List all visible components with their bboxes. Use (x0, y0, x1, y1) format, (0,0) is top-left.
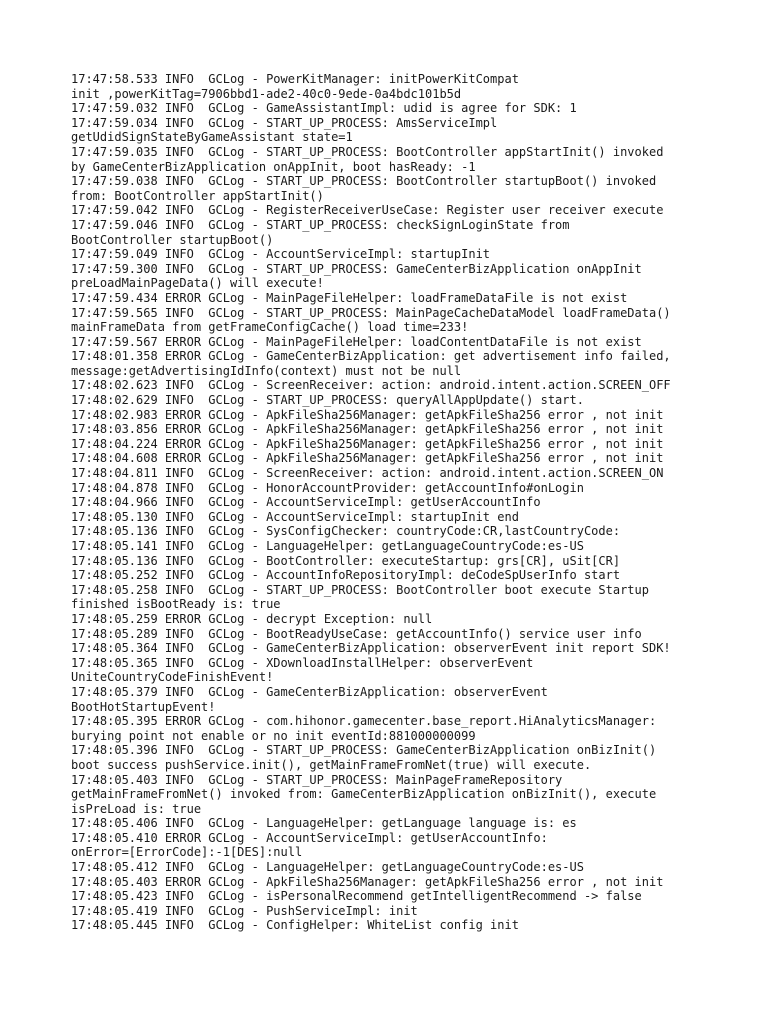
log-line: 17:48:05.258 INFO GCLog - START_UP_PROCESS: BootController boot execute Startup (71, 582, 649, 597)
log-line: 17:48:05.406 INFO GCLog - LanguageHelper: getLanguage language is: es (71, 816, 577, 831)
log-line: boot success pushService.init(), getMainFrameFromNet(true) will execute. (71, 757, 592, 772)
log-line: 17:48:02.623 INFO GCLog - ScreenReceiver: action: android.intent.action.SCREEN_OFF (71, 378, 671, 393)
log-line: 17:47:59.567 ERROR GCLog - MainPageFileHelper: loadContentDataFile is not exist (71, 334, 642, 349)
log-line: onError=[ErrorCode]:-1[DES]:null (71, 845, 303, 860)
log-line: mainFrameData from getFrameConfigCache() load time=233! (71, 320, 469, 335)
log-line: 17:48:05.445 INFO GCLog - ConfigHelper: WhiteList config init (71, 918, 519, 933)
log-line: 17:48:05.141 INFO GCLog - LanguageHelper: getLanguageCountryCode:es-US (71, 539, 584, 553)
log-line: 17:48:05.403 INFO GCLog - START_UP_PROCESS: MainPageFrameRepository (71, 772, 563, 787)
log-line: 17:48:03.856 ERROR GCLog - ApkFileSha256Manager: getApkFileSha256 error , not init (71, 422, 664, 437)
log-text-block (71, 72, 731, 933)
log-line: 17:48:05.410 ERROR GCLog - AccountServiceImpl: getUserAccountInfo: (71, 830, 548, 845)
log-line: 17:47:59.049 INFO GCLog - AccountServiceImpl: startupInit (71, 247, 491, 262)
log-line: 17:48:05.136 INFO GCLog - SysConfigChecker: countryCode:CR,lastCountryCode: (71, 524, 621, 539)
log-line: 17:48:05.289 INFO GCLog - BootReadyUseCase: getAccountInfo() service user info (71, 626, 642, 641)
log-line: 17:48:05.130 INFO GCLog - AccountServiceImpl: startupInit end (71, 509, 519, 524)
log-line: burying point not enable or no init eventId:881000000099 (71, 728, 476, 743)
log-line: 17:48:05.365 INFO GCLog - XDownloadInstallHelper: observerEvent (71, 655, 534, 670)
log-line: 17:47:59.565 INFO GCLog - START_UP_PROCESS: MainPageCacheDataModel loadFrameData() (71, 305, 671, 320)
log-line: 17:48:02.983 ERROR GCLog - ApkFileSha256Manager: getApkFileSha256 error , not init (71, 407, 664, 422)
log-line: BootController startupBoot() (71, 232, 274, 247)
log-line: 17:48:04.811 INFO GCLog - ScreenReceiver: action: android.intent.action.SCREEN_ON (71, 466, 664, 481)
log-line: 17:48:04.608 ERROR GCLog - ApkFileSha256Manager: getApkFileSha256 error , not init (71, 451, 664, 466)
log-line: 17:47:59.035 INFO GCLog - START_UP_PROCESS: BootController appStartInit() invoked (71, 144, 664, 159)
log-line: 17:48:05.136 INFO GCLog - BootController: executeStartup: grs[CR], uSit[CR] (71, 553, 621, 568)
log-line: getUdidSignStateByGameAssistant state=1 (71, 130, 353, 145)
log-line: 17:47:59.042 INFO GCLog - RegisterReceiverUseCase: Register user receiver execute (71, 203, 664, 218)
log-line: 17:48:02.629 INFO GCLog - START_UP_PROCESS: queryAllAppUpdate() start. (71, 393, 584, 408)
log-line: preLoadMainPageData() will execute! (71, 276, 324, 291)
log-line: 17:48:04.966 INFO GCLog - AccountServiceImpl: getUserAccountInfo (71, 495, 541, 510)
log-line: BootHotStartupEvent! (71, 699, 216, 714)
log-line: 17:48:05.396 INFO GCLog - START_UP_PROCESS: GameCenterBizApplication onBizInit() (71, 743, 657, 758)
log-line: 17:47:59.032 INFO GCLog - GameAssistantImpl: udid is agree for SDK: 1 (71, 101, 577, 116)
log-line: 17:48:05.252 INFO GCLog - AccountInfoRepositoryImpl: deCodeSpUserInfo start (71, 568, 621, 583)
log-line: 17:47:59.038 INFO GCLog - START_UP_PROCESS: BootController startupBoot() invoked (71, 174, 657, 189)
log-line: 17:47:59.300 INFO GCLog - START_UP_PROCESS: GameCenterBizApplication onAppInit (71, 261, 642, 276)
log-line: init ,powerKitTag=7906bbd1-ade2-40c0-9ede-0a4bdc101b5d (71, 86, 462, 101)
log-line: finished isBootReady is: true (71, 597, 281, 612)
log-line: 17:48:05.364 INFO GCLog - GameCenterBizApplication: observerEvent init report SDK! (71, 641, 671, 656)
log-line: 17:47:58.533 INFO GCLog - PowerKitManager: initPowerKitCompat (71, 72, 519, 86)
log-line: 17:48:04.224 ERROR GCLog - ApkFileSha256Manager: getApkFileSha256 error , not init (71, 436, 664, 451)
log-line: 17:48:04.878 INFO GCLog - HonorAccountProvider: getAccountInfo#onLogin (71, 480, 584, 495)
log-line: 17:47:59.034 INFO GCLog - START_UP_PROCESS: AmsServiceImpl (71, 115, 498, 130)
log-line: from: BootController appStartInit() (71, 188, 324, 203)
log-line: 17:48:01.358 ERROR GCLog - GameCenterBizApplication: get advertisement info failed, (71, 349, 671, 364)
log-line: message:getAdvertisingIdInfo(context) must not be null (71, 363, 462, 378)
log-line: UniteCountryCodeFinishEvent! (71, 670, 274, 685)
log-line: 17:48:05.419 INFO GCLog - PushServiceImpl: init (71, 903, 418, 918)
log-line: by GameCenterBizApplication onAppInit, boot hasReady: -1 (71, 159, 476, 174)
log-line: 17:48:05.403 ERROR GCLog - ApkFileSha256Manager: getApkFileSha256 error , not init (71, 874, 664, 889)
log-line: 17:48:05.412 INFO GCLog - LanguageHelper: getLanguageCountryCode:es-US (71, 860, 584, 875)
log-line: 17:48:05.395 ERROR GCLog - com.hihonor.gamecenter.base_report.HiAnalyticsManager: (71, 714, 657, 729)
log-line: 17:48:05.379 INFO GCLog - GameCenterBizApplication: observerEvent (71, 684, 548, 699)
log-line: getMainFrameFromNet() invoked from: GameCenterBizApplication onBizInit(), execute (71, 787, 657, 802)
log-line: 17:47:59.434 ERROR GCLog - MainPageFileHelper: loadFrameDataFile is not exist (71, 290, 628, 305)
log-line: isPreLoad is: true (71, 801, 202, 816)
log-line: 17:47:59.046 INFO GCLog - START_UP_PROCESS: checkSignLoginState from (71, 217, 570, 232)
log-line: 17:48:05.259 ERROR GCLog - decrypt Exception: null (71, 611, 433, 626)
log-line: 17:48:05.423 INFO GCLog - isPersonalRecommend getIntelligentRecommend -> false (71, 889, 642, 904)
